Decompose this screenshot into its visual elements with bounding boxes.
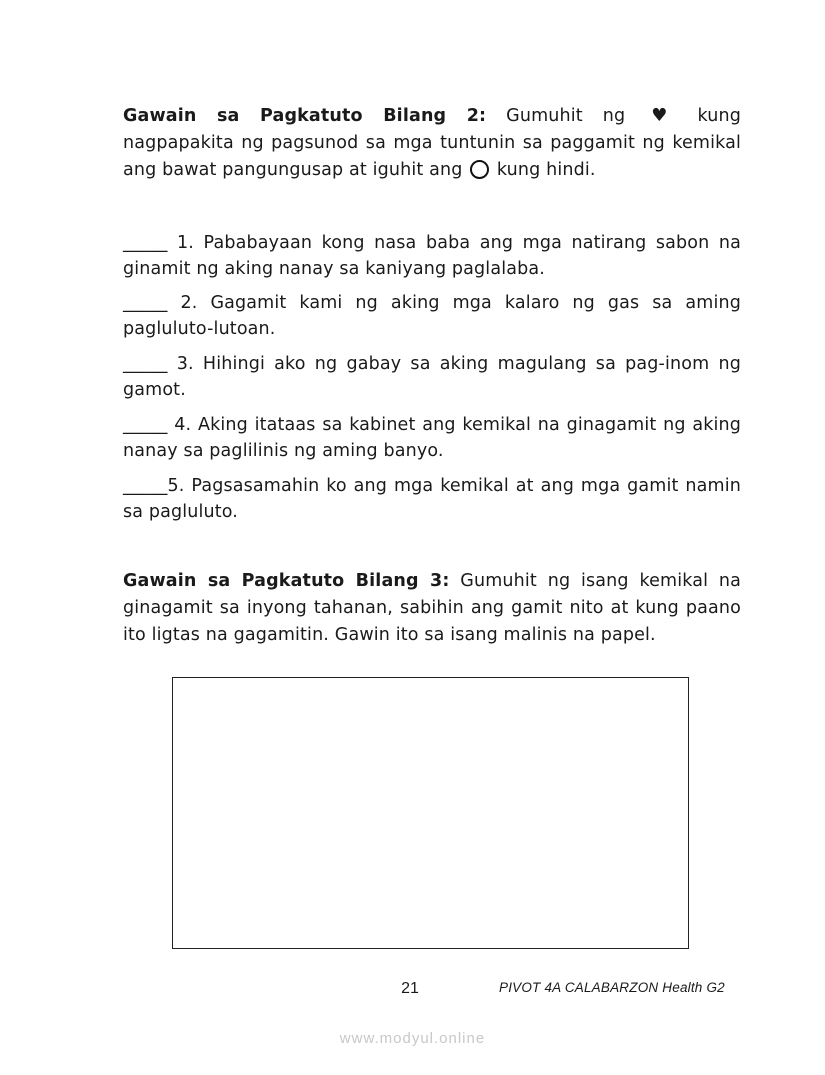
list-item [123, 290, 741, 342]
watermark: www.modyul.online [339, 1030, 486, 1047]
item-text: 3. Hihingi ako ng gabay sa aking magulang sa pag-inom ng gamot. [123, 354, 741, 400]
gawain-2-title: Gawain sa Pagkatuto Bilang 2: [123, 106, 487, 126]
item-text: 5. Pagsasamahin ko ang mga kemikal at ang mga gamit namin sa pagluluto. [123, 476, 741, 522]
item-text: 4. Aking itataas sa kabinet ang kemikal na ginagamit ng aking nanay sa paglilinis ng aming banyo. [123, 415, 741, 461]
gawain-3-text: Gumuhit ng isang kemikal na ginagamit sa inyong tahanan, sabihin ang gamit nito at kung paano ito ligtas na gagamitin. Gawin ito sa isang malinis na papel. [123, 571, 741, 645]
answer-blank: _____ [123, 293, 168, 313]
answer-blank: _____ [123, 354, 168, 374]
answer-blank: _____ [123, 476, 168, 496]
gawain-3-title: Gawain sa Pagkatuto Bilang 3: [123, 571, 450, 591]
page-number: 21 [401, 980, 419, 997]
list-item [123, 412, 741, 464]
answer-blank: _____ [123, 415, 168, 435]
gawain-2-text-b: kung nagpapakita ng pagsunod sa mga tuntunin sa paggamit ng kemikal ang bawat pangungusap at iguhit ang [123, 106, 742, 180]
gawain-2-text-c: kung hindi. [496, 160, 596, 180]
answer-blank: _____ [123, 233, 168, 253]
drawing-box [172, 677, 689, 949]
circle-icon [470, 160, 489, 179]
list-item [123, 230, 741, 282]
gawain-3-instructions [123, 568, 741, 649]
publication-footer: PIVOT 4A CALABARZON Health G2 [499, 980, 725, 995]
list-item [123, 351, 741, 403]
item-text: 2. Gagamit kami ng aking mga kalaro ng gas sa aming pagluluto-lutoan. [123, 293, 741, 339]
item-text: 1. Pababayaan kong nasa baba ang mga natirang sabon na ginamit ng aking nanay sa kaniyang paglalaba. [123, 233, 741, 279]
heart-icon: ♥ [651, 105, 668, 126]
gawain-2-text-a: Gumuhit ng [506, 106, 626, 126]
gawain-2-instructions [123, 102, 741, 184]
list-item [123, 473, 741, 525]
